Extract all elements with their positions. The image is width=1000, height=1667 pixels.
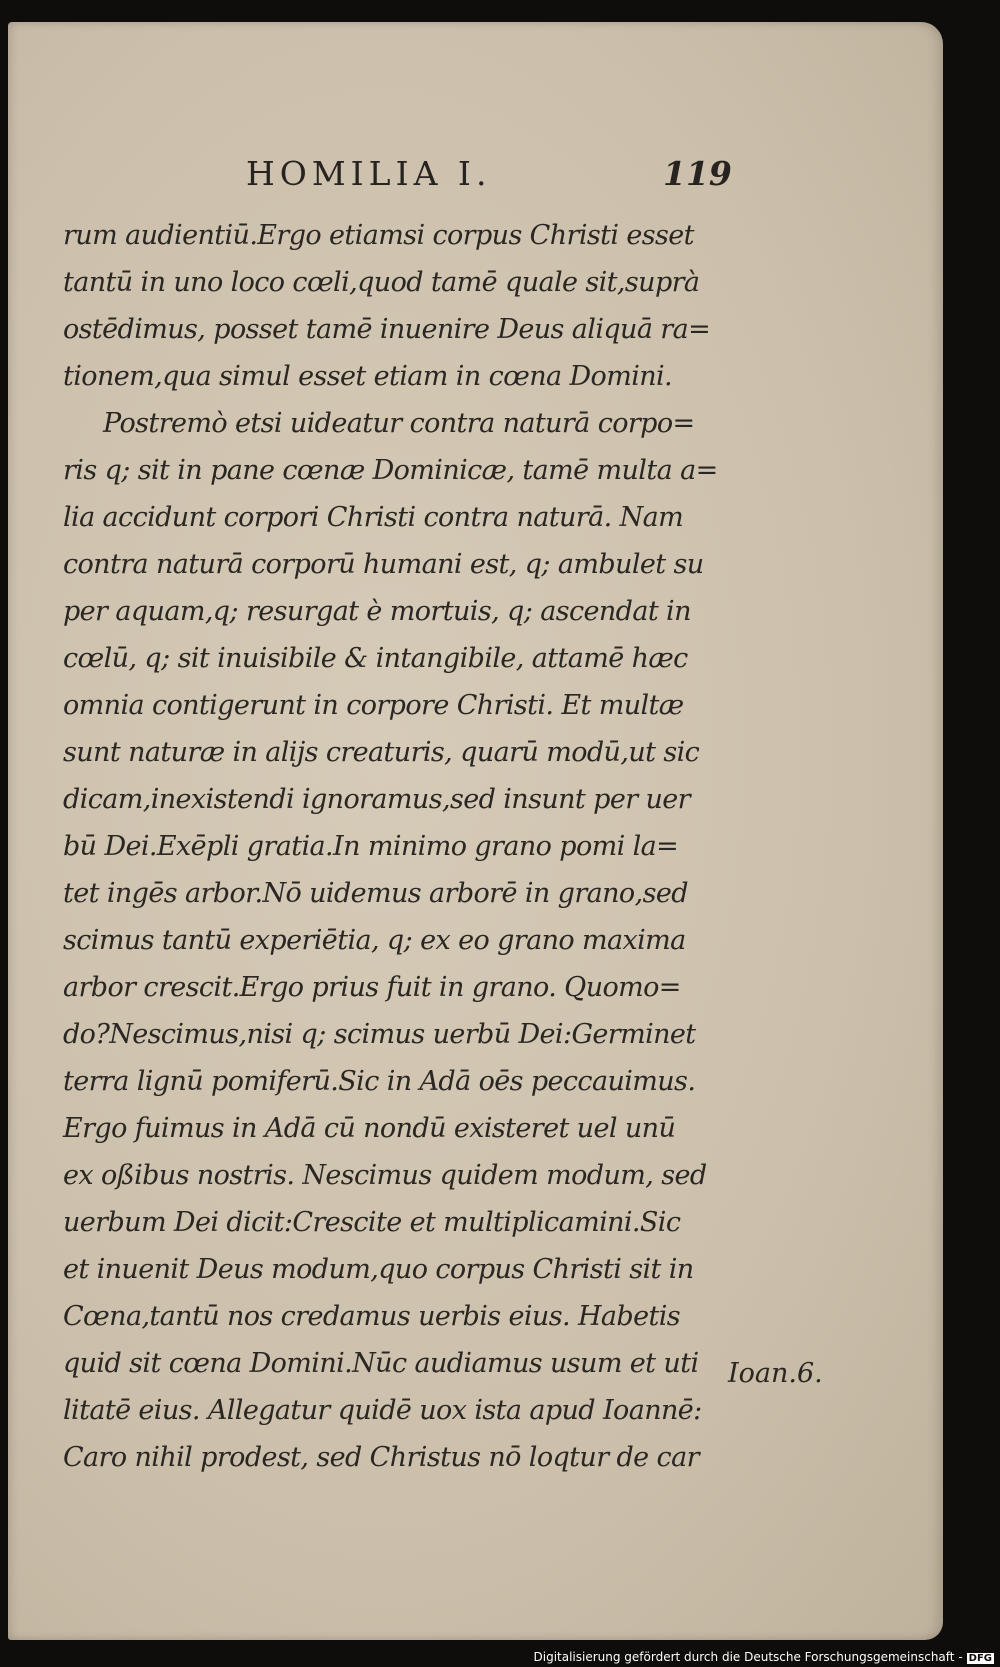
text-line: arbor crescit.Ergo prius fuit in grano. Quomo= (63, 972, 681, 1003)
text-line: cœlū, q; sit inuisibile & intangibile, attamē hæc (63, 643, 688, 674)
text-line: do?Nescimus,nisi q; scimus uerbū Dei:Germinet (63, 1019, 696, 1050)
dfg-logo: DFG (968, 1653, 992, 1664)
text-line: omnia contigerunt in corpore Christi. Et multæ (63, 690, 684, 721)
text-line: terra lignū pomiferū.Sic in Adā oēs peccauimus. (63, 1066, 696, 1097)
text-line: lia accidunt corpori Christi contra naturā. Nam (63, 502, 684, 533)
text-line: ostēdimus, posset tamē inuenire Deus aliquā ra= (63, 314, 711, 345)
text-line: quid sit cœna Domini.Nūc audiamus usum et uti (63, 1348, 699, 1379)
text-line: contra naturā corporū humani est, q; ambulet su (63, 549, 704, 580)
text-line: per aquam,q; resurgat è mortuis, q; ascendat in (63, 596, 691, 627)
text-line: bū Dei.Exēpli gratia.In minimo grano pomi la= (63, 831, 679, 862)
book-page (8, 22, 943, 1640)
text-line: Ergo fuimus in Adā cū nondū existeret uel unū (63, 1113, 676, 1144)
text-line: litatē eius. Allegatur quidē uox ista apud Ioannē: (63, 1395, 702, 1426)
credit-text: Digitalisierung gefördert durch die Deutsche Forschungsgemeinschaft - (533, 1650, 963, 1664)
body-text (63, 212, 723, 1481)
marginal-reference: Ioan.6. (728, 1358, 823, 1389)
text-line: scimus tantū experiētia, q; ex eo grano maxima (63, 925, 686, 956)
text-line: ris q; sit in pane cœnæ Dominicæ, tamē multa a= (63, 455, 718, 486)
text-line: uerbum Dei dicit:Crescite et multiplicamini.Sic (63, 1207, 681, 1238)
text-line: Caro nihil prodest, sed Christus nō loqtur de car (63, 1442, 699, 1473)
text-line: tantū in uno loco cœli,quod tamē quale sit,suprà (63, 267, 700, 298)
page-number: 119 (663, 154, 732, 193)
text-line: Postremò etsi uideatur contra naturā corpo= (103, 408, 695, 439)
text-line: Cœna,tantū nos credamus uerbis eius. Habetis (63, 1301, 680, 1332)
running-head (8, 154, 943, 198)
running-head-title: HOMILIA I. (246, 154, 492, 193)
text-line: tet ingēs arbor.Nō uidemus arborē in grano,sed (63, 878, 688, 909)
text-line: ex oßibus nostris. Nescimus quidem modum, sed (63, 1160, 707, 1191)
text-line: rum audientiū.Ergo etiamsi corpus Christi esset (63, 220, 694, 251)
text-line: et inuenit Deus modum,quo corpus Christi sit in (63, 1254, 694, 1285)
text-line: sunt naturæ in alijs creaturis, quarū modū,ut sic (63, 737, 700, 768)
text-line: dicam,inexistendi ignoramus,sed insunt per uer (63, 784, 690, 815)
digitization-credit (534, 1650, 995, 1664)
text-line: tionem,qua simul esset etiam in cœna Domini. (63, 361, 673, 392)
